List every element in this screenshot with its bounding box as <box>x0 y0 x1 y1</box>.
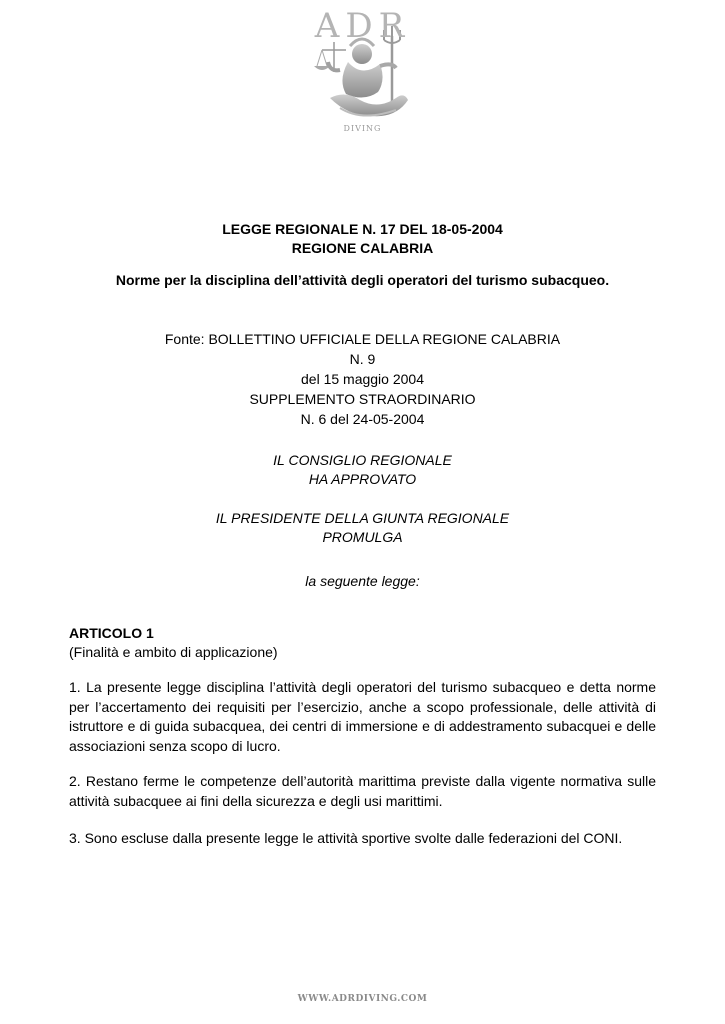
footer-url: WWW.ADRDIVING.COM <box>297 994 428 1004</box>
law-number: LEGGE REGIONALE N. 17 DEL 18-05-2004 <box>222 221 503 237</box>
region-name: REGIONE CALABRIA <box>291 240 434 256</box>
adr-diving-logo <box>300 6 425 134</box>
article-paragraph-2: 2. Restano ferme le competenze dell’autorità marittima previste dalla vigente normativa sulle attività subacquee ai fini della sicurezza e degli usi marittimi. <box>69 773 656 809</box>
source-block <box>60 329 665 429</box>
source-line-3: del 15 maggio 2004 <box>301 371 424 387</box>
law-intro: la seguente legge: <box>305 573 420 589</box>
law-subject: Norme per la disciplina dell’attività degli operatori del turismo subacqueo. <box>115 272 610 288</box>
source-line-4: SUPPLEMENTO STRAORDINARIO <box>249 391 476 407</box>
president-statement <box>60 509 665 547</box>
article-subtitle: (Finalità e ambito di applicazione) <box>69 644 278 660</box>
council-statement <box>60 451 665 489</box>
logo-title: ADR <box>314 6 411 46</box>
council-line-2: HA APPROVATO <box>308 471 417 487</box>
logo-subtitle: DIVING <box>343 124 382 133</box>
article-paragraph-3: 3. Sono escluse dalla presente legge le attività sportive svolte dalle federazioni del CONI. <box>69 830 623 846</box>
law-heading <box>60 220 665 258</box>
source-line-5: N. 6 del 24-05-2004 <box>300 411 425 427</box>
president-line-1: IL PRESIDENTE DELLA GIUNTA REGIONALE <box>215 510 510 526</box>
president-line-2: PROMULGA <box>322 529 403 545</box>
source-line-2: N. 9 <box>349 351 376 367</box>
council-line-1: IL CONSIGLIO REGIONALE <box>273 452 452 468</box>
article-title: ARTICOLO 1 <box>69 625 154 641</box>
source-line-1: Fonte: BOLLETTINO UFFICIALE DELLA REGIONE CALABRIA <box>164 331 561 347</box>
article-paragraph-1: 1. La presente legge disciplina l’attività degli operatori del turismo subacqueo e detta norme per l’accertamento dei requisiti per l’esercizio, anche a scopo professionale, delle attività di istruttore e di guida subacquea, dei centri di immersione e di addestramento subacquei e delle associazioni senza scopo di lucro. <box>69 679 656 754</box>
